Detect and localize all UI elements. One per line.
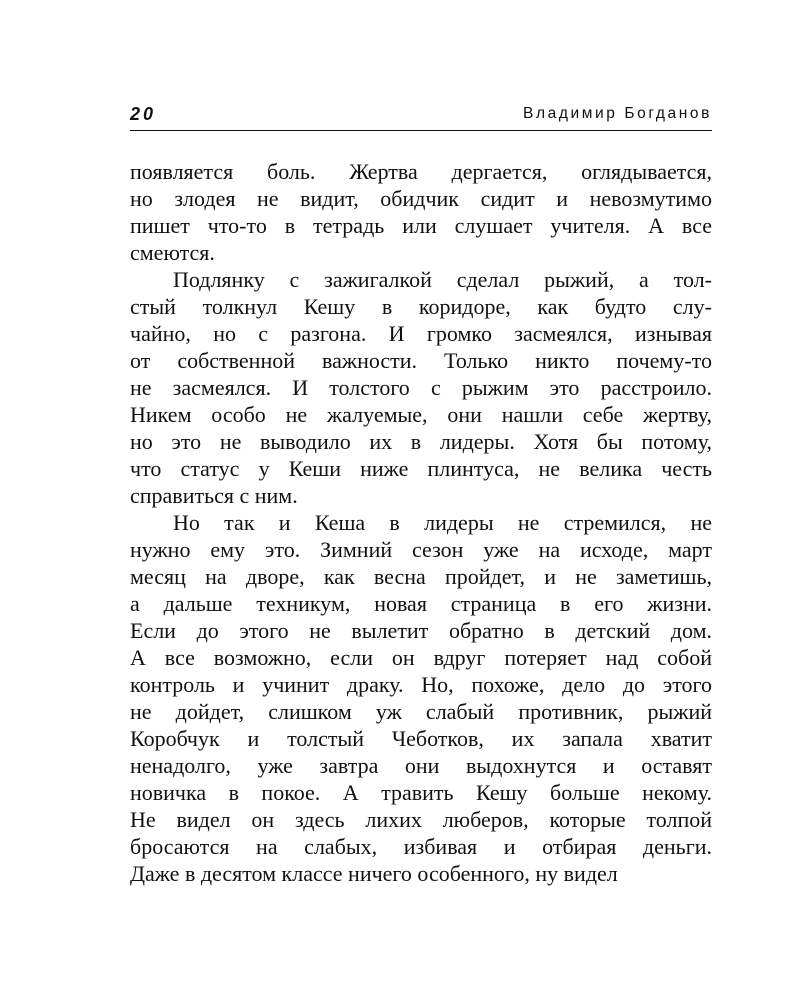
text-line: не засмеялся. И толстого с рыжим это расстроило. bbox=[130, 375, 712, 400]
text-line: смеются. bbox=[130, 240, 215, 265]
text-line: от собственной важности. Только никто почему-то bbox=[130, 348, 712, 373]
text-line: Если до этого не вылетит обратно в детский дом. bbox=[130, 618, 712, 643]
page-number: 20 bbox=[130, 104, 157, 124]
text-line: справиться с ним. bbox=[130, 483, 298, 508]
text-line: бросаются на слабых, избивая и отбирая деньги. bbox=[130, 834, 712, 859]
text-line: Не видел он здесь лихих люберов, которые толпой bbox=[130, 807, 712, 832]
text-line: новичка в покое. А травить Кешу больше некому. bbox=[130, 780, 712, 805]
body-text bbox=[130, 158, 712, 887]
text-line: но это не выводило их в лидеры. Хотя бы потому, bbox=[130, 429, 712, 454]
page-header bbox=[130, 104, 712, 131]
text-line: Никем особо не жалуемые, они нашли себе жертву, bbox=[130, 402, 712, 427]
text-line: не дойдет, слишком уж слабый противник, рыжий bbox=[130, 699, 712, 724]
text-line: Коробчук и толстый Чеботков, их запала хватит bbox=[130, 726, 712, 751]
text-line: чайно, но с разгона. И громко засмеялся, изнывая bbox=[130, 321, 712, 346]
text-line: пишет что-то в тетрадь или слушает учителя. А все bbox=[130, 213, 712, 238]
text-line: ненадолго, уже завтра они выдохнутся и оставят bbox=[130, 753, 712, 778]
text-line: Даже в десятом классе ничего особенного, ну видел bbox=[130, 861, 618, 886]
paragraph-first-line: Подлянку с зажигалкой сделал рыжий, а тол- bbox=[173, 267, 712, 292]
text-line: а дальше техникум, новая страница в его жизни. bbox=[130, 591, 712, 616]
text-line: что статус у Кеши ниже плинтуса, не велика честь bbox=[130, 456, 712, 481]
text-line: А все возможно, если он вдруг потеряет над собой bbox=[130, 645, 712, 670]
paragraph-first-line: Но так и Кеша в лидеры не стремился, не bbox=[173, 510, 712, 535]
text-line: месяц на дворе, как весна пройдет, и не заметишь, bbox=[130, 564, 712, 589]
text-line: контроль и учинит драку. Но, похоже, дело до этого bbox=[130, 672, 712, 697]
running-head-author: Владимир Богданов bbox=[523, 105, 712, 122]
text-line: появляется боль. Жертва дергается, оглядывается, bbox=[130, 159, 712, 184]
text-line: стый толкнул Кешу в коридоре, как будто слу- bbox=[130, 294, 712, 319]
text-line: нужно ему это. Зимний сезон уже на исходе, март bbox=[130, 537, 712, 562]
text-line: но злодея не видит, обидчик сидит и невозмутимо bbox=[130, 186, 712, 211]
